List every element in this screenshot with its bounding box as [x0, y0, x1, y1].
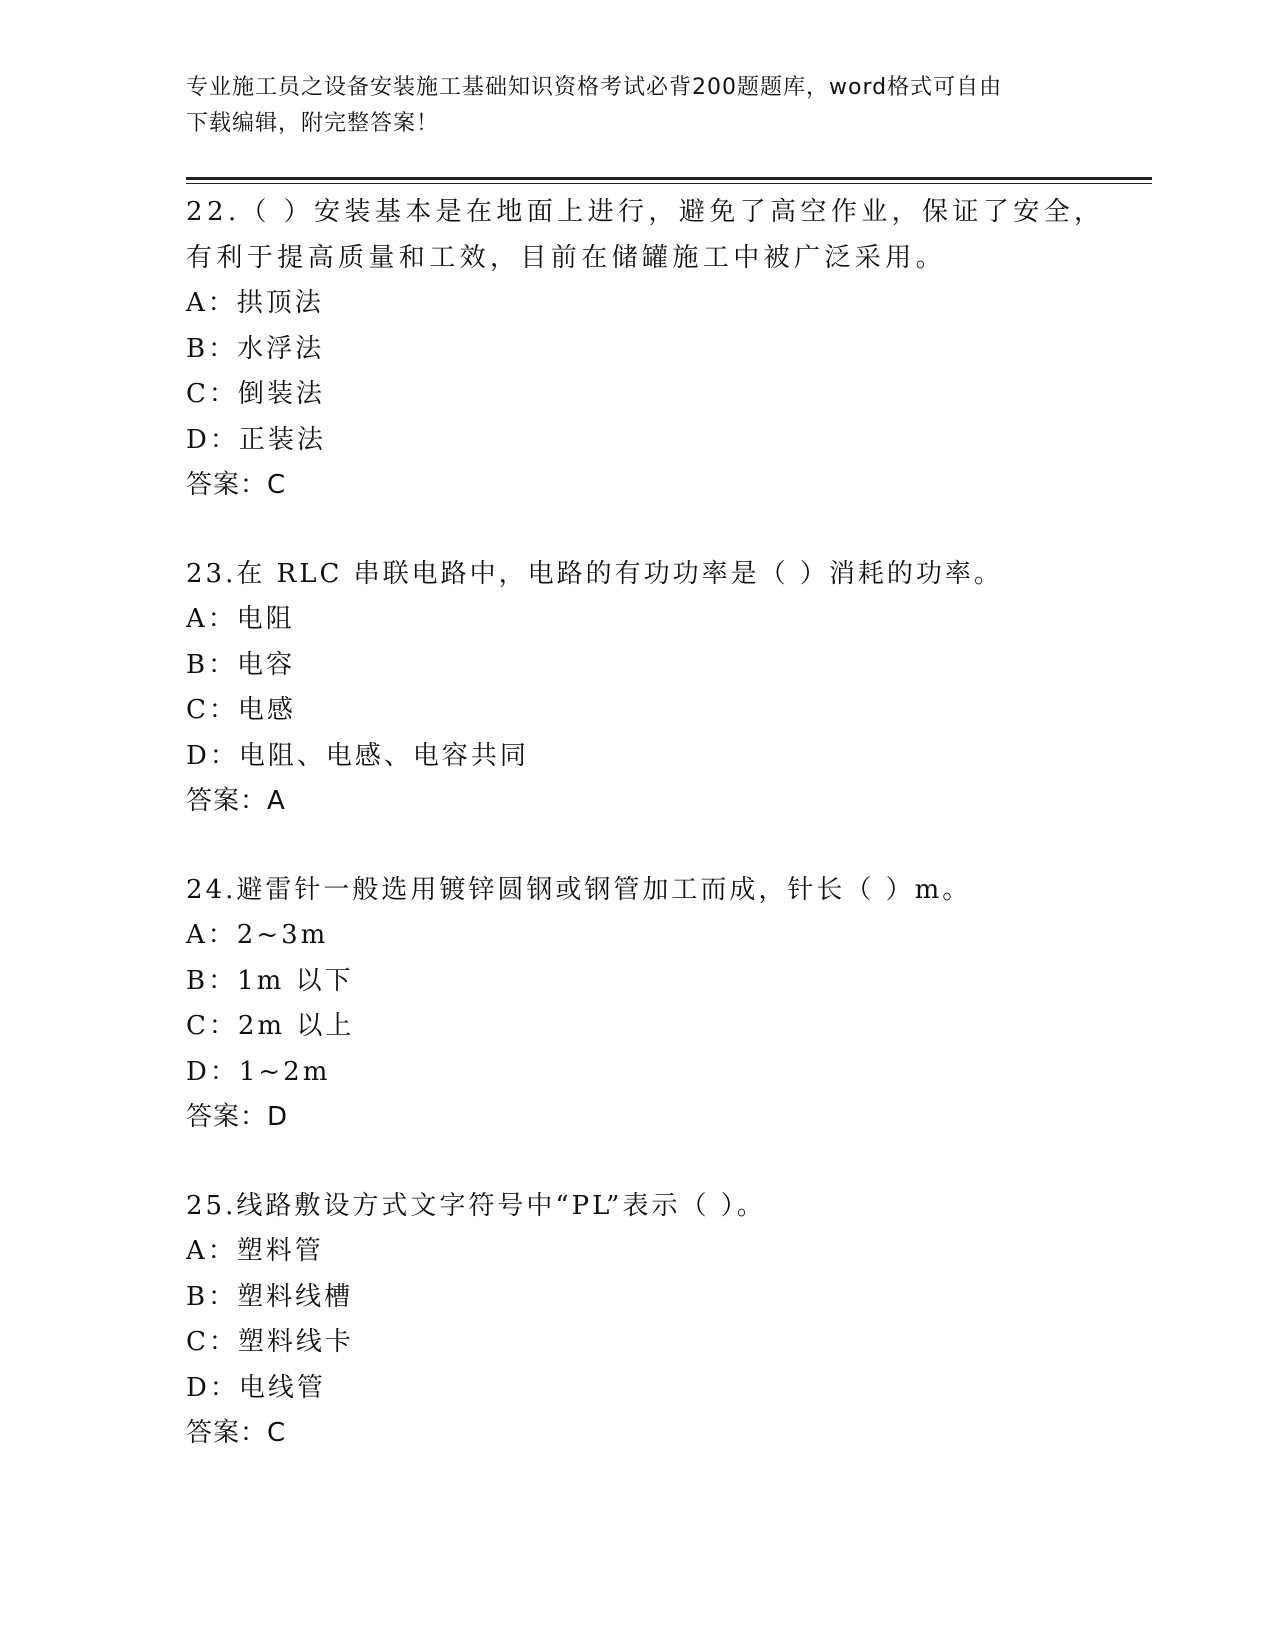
option-d: D：1~2m [186, 1056, 331, 1087]
option-c: C：倒装法 [186, 379, 325, 409]
option-a: A：塑料管 [186, 1236, 324, 1266]
option-a: A：2~3m [186, 920, 329, 950]
question-23 [186, 552, 1152, 825]
document-header [186, 70, 1066, 142]
question-stem-line: 24.避雷针一般选用镀锌圆钢或钢管加工而成，针长（ ）m。 [186, 874, 972, 905]
option-b: B：1m 以下 [186, 965, 354, 996]
option-c: C：塑料线卡 [186, 1327, 354, 1357]
answer-line: 答案：D [186, 1102, 289, 1132]
option-b: B：水浮法 [186, 333, 325, 364]
option-d: D：电线管 [186, 1372, 326, 1403]
answer-line: 答案：C [186, 470, 287, 500]
option-d: D：正装法 [186, 424, 326, 455]
question-24 [186, 868, 1152, 1141]
question-list [186, 190, 1152, 1500]
answer-line: 答案：C [186, 1418, 287, 1448]
header-divider-thin [186, 183, 1152, 184]
header-line-2: 下载编辑，附完整答案！ [186, 111, 440, 136]
option-b: B：电容 [186, 649, 296, 680]
question-25 [186, 1184, 1152, 1457]
option-c: C：电感 [186, 695, 296, 725]
question-stem-line: 22.（ ）安装基本是在地面上进行，避免了高空作业，保证了安全， [186, 197, 1105, 227]
answer-line: 答案：A [186, 786, 286, 816]
question-stem-line: 有利于提高质量和工效，目前在储罐施工中被广泛采用。 [186, 242, 947, 273]
question-stem-line: 23.在 RLC 串联电路中，电路的有功功率是（ ）消耗的功率。 [186, 558, 1003, 589]
question-stem-line: 25.线路敷设方式文字符号中“PL”表示（ ）。 [186, 1190, 766, 1221]
header-divider-thick [186, 177, 1152, 180]
header-line-1: 专业施工员之设备安装施工基础知识资格考试必背200题题库，word格式可自由 [186, 75, 1003, 100]
option-d: D：电阻、电感、电容共同 [186, 740, 529, 771]
option-a: A：拱顶法 [186, 288, 324, 318]
question-22 [186, 190, 1152, 509]
option-b: B：塑料线槽 [186, 1281, 354, 1312]
option-a: A：电阻 [186, 604, 295, 634]
option-c: C：2m 以上 [186, 1011, 355, 1041]
